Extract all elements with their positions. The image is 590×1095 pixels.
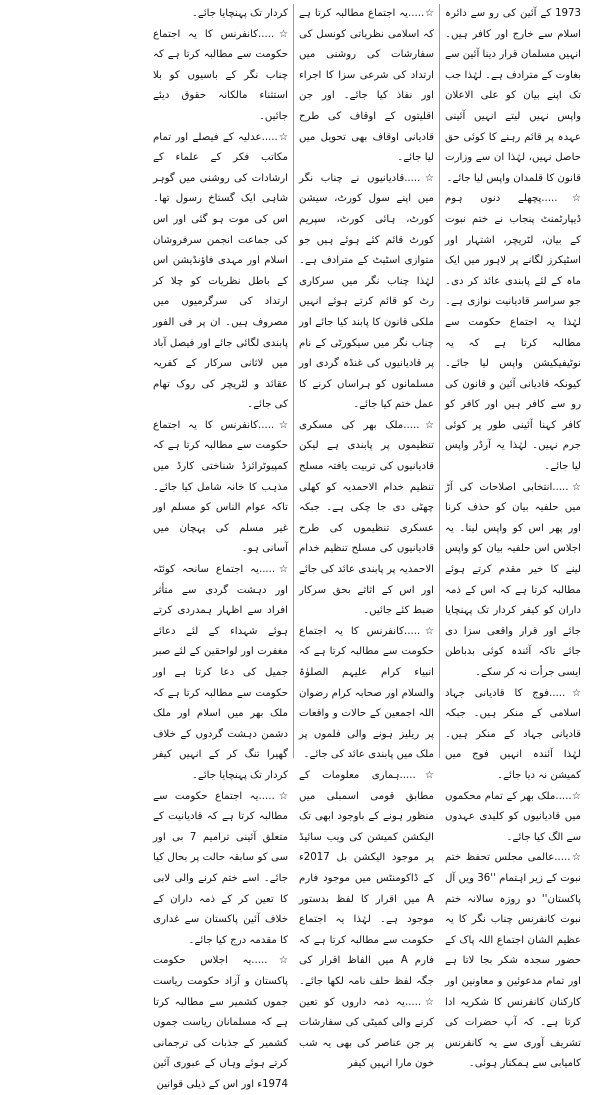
paragraph: ☆.....فوج کا قادیانی جہاد اسلامی کے منکر ہیں۔ جبکہ قادیانی جہاد کے منکر ہیں۔ لہٰذا آئندہ انہیں فوج میں کمیشن نہ دیا جائے۔ [445, 687, 581, 781]
paragraph: ☆.....عدلیہ کے فیصلے اور تمام مکاتب فکر کے علماء کے ارشادات کی روشنی میں گوہر شاہی ایک گستاخ رسول تھا۔ اس کی موت ہو گئی اور اس کی جماعت انجمن سرفروشان اسلام اور مہدی فاؤنڈیشن اس کے باطل نظریات کو چلا کر ارتداد کی سرگرمیوں میں مصروف ہیں۔ ان پر فی الفور پابندی لگائی جائے اور فیصل آباد میں لاثانی سرکار کے کفریہ عقائد و لٹریچر کی روک تھام کی جائے۔ [153, 131, 288, 411]
text-column-middle [294, 4, 440, 1070]
paragraph: ☆.....ملک بھر کی مسکری تنظیموں پر پابندی ہے لیکن قادیانیوں کی تربیت یافتہ مسلح تنظیم خدام الاحمدیہ کو کھلی چھٹی دی جا چکی ہے۔ جبکہ عسکری تنظیموں کی طرح قادیانیوں کی مسلح تنظیم خدام الاحمدیہ پر پابندی عائد کی جائے اور اس کے اثاثے بحق سرکار ضبط کئے جائیں۔ [299, 419, 434, 617]
paragraph: ☆.....ملک بھر کے تمام محکموں میں قادیانیوں کو کلیدی عہدوں سے الگ کیا جائے۔ [445, 790, 581, 843]
paragraph: ☆.....ہماری معلومات کے مطابق قومی اسمبلی میں منظور ہونے کے باوجود ابھی تک الیکشن کمیشن کی ویب سائیڈ پر موجود الیکشن بل 2017ء کے ڈاکومنٹس میں موجود فارم A میں اقرار کا لفظ بدستور موجود ہے۔ لہٰذا یہ اجتماع حکومت سے مطالبہ کرتا ہے کہ فارم A میں الفاظ اقرار کی جگہ لفظ حلف نامہ لکھا جائے۔ ☆.....یہ ذمہ داروں کو تعین کرنے والی کمیٹی کی سفارشات پر جن عناصر کی بھی یہ شب خون مارا انہیں کیفر [299, 769, 434, 1070]
paragraph: 1973 کے آئین کی رو سے دائرہ اسلام سے خارج اور کافر ہیں۔ انہیں مسلمان قرار دینا آئین سے بغاوت کے مترادف ہے۔ لہٰذا جب تک اپنے بیان کو علی الاعلان واپس نہیں لیتے انہیں آئینی عہدہ پر قائم رہنے کا کوئی حق حاصل نہیں، لہٰذا ان سے وزارت قانون کا قلمدان واپس لیا جائے۔ [445, 8, 581, 184]
paragraph: ☆.....یہ اجتماع مطالبہ کرتا ہے کہ اسلامی نظریاتی کونسل کی سفارشات کی روشنی میں ارتداد کی شرعی سزا کا اجراء اور نفاذ کیا جائے۔ اور جن اقلیتوں کے اوقاف کی طرح قادیانی اوقاف بھی تحویل میں لیا جائے۔ [299, 8, 434, 164]
paragraph: ☆.....کانفرنس کا یہ اجتماع حکومت سے مطالبہ کرتا ہے کہ انبیاء کرام علیہم الصلوٰۃ والسلام اور صحابہ کرام رضوان اللہ اجمعین کے حالات و واقعات پر ریلیز ہونے والی فلموں پر ملک میں پابندی عائد کی جائے۔ [299, 625, 434, 761]
paragraph: ☆.....قادیانیوں نے چناب نگر میں اپنے سول کورٹ، سیشن کورٹ، ہائی کورٹ، سپریم کورٹ قائم کئے ہوئے ہیں جو متوازی اسٹیٹ کے مترادف ہے۔ لہٰذا چناب نگر میں سرکاری رٹ کو قائم کرتے ہوئے انہیں ملکی قانون کا پابند کیا جائے اور چناب نگر میں سیکورٹی کے نام پر قادیانیوں کی غنڈہ گردی اور مسلمانوں کو ہراساں کرنے کا عمل ختم کیا جائے۔ [299, 172, 434, 411]
paragraph: ☆.....یہ اجتماع حکومت سے مطالبہ کرتا ہے کہ قادیانیت کے متعلق آئینی ترامیم 7 بی اور سی کو سابقہ حالت پر بحال کیا جائے۔ اسے ختم کرنے والی لابی کا تعین کر کے ذمہ داران کے خلاف آئین پاکستان سے غداری کا مقدمہ درج کیا جائے۔ [153, 790, 288, 946]
paragraph: ☆.....پچھلے دنوں ہوم ڈیپارٹمنٹ پنجاب نے ختم نبوت کے بیان، لٹریچر، اشتہار اور اسٹیکرز لگانے پر لاہور میں ایک ماہ کے لئے پابندی عائد کر دی۔ جو سراسر قادیانیت نوازی ہے۔ لہٰذا یہ اجتماع حکومت سے مطالبہ کرتا ہے کہ یہ نوٹیفیکیشن واپس لیا جائے۔ کیونکہ قادیانی آئین و قانون کی رو سے کافر ہیں اور کافر کو کافر کہنا آئینی طور پر کوئی جرم نہیں۔ لہٰذا یہ آرڈر واپس لیا جائے۔ [445, 193, 581, 473]
paragraph: ☆.....کانفرنس کا یہ اجتماع حکومت سے مطالبہ کرتا ہے کہ کمپیوٹرائزڈ شناختی کارڈ میں مذہب کا خانہ شامل کیا جائے۔ تاکہ عوام الناس کو مسلم اور غیر مسلم کی پہچان میں آسانی ہو۔ [153, 419, 288, 555]
paragraph: ☆.....یہ اجلاس حکومت پاکستان و آزاد حکومت ریاست جموں کشمیر سے مطالبہ کرتا ہے کہ مسلمانان ریاست جموں کشمیر کے جذبات کی ترجمانی کرتے ہوئے وہاں کے عبوری آئین 1974ء اور اس کے ذیلی قوانین [153, 955, 288, 1090]
paragraph: ☆.....کانفرنس کا یہ اجتماع حکومت سے مطالبہ کرتا ہے کہ چناب نگر کے باسیوں کو بلا استثناء مالکانہ حقوق دیئے جائیں۔ [153, 28, 288, 122]
paragraph: ☆.....عالمی مجلس تحفظ ختم نبوت کے زیر اہتمام ''36 ویں آل پاکستان'' دو روزہ سالانہ ختم نبوت کانفرنس چناب نگر کا یہ عظیم الشان اجتماع اللہ پاک کے حضور سجدہ شکر بجا لاتا ہے اور تمام مدعوئین و معاونین اور کارکنان کانفرنس کا شکریہ ادا کرتا ہے۔ کہ آپ حضرات کی تشریف آوری سے یہ کانفرنس کامیابی سے ہمکنار ہوئی۔ [445, 852, 581, 1070]
paragraph: کردار تک پہنچایا جائے۔ [191, 8, 288, 19]
paragraph: ☆.....انتخابی اصلاحات کی آڑ میں حلفیہ بیان کو حذف کرنا اور پھر اس کو واپس لینا۔ یہ اجلاس اس حلفیہ بیان کو واپس لینے کا خیر مقدم کرتے ہوئے مطالبہ کرتا ہے کہ اس کے ذمہ داران کو کیفر کردار تک پہنچایا جائے اور قرار واقعی سزا دی جائے تاکہ آئندہ کوئی بدباطن ایسی جرأت نہ کر سکے۔ [445, 481, 581, 678]
text-column-left [148, 4, 294, 1090]
text-column-right [440, 4, 586, 1070]
paragraph: ☆.....یہ اجتماع سانحہ کوئٹہ اور دہشت گردی سے متأثر افراد سے اظہار ہمدردی کرتے ہوئے شہداء کے لئے دعائے مغفرت اور لواحقین کے لئے صبر جمیل کی دعا کرتا ہے اور حکومت سے مطالبہ کرتا ہے کہ ملک بھر میں اسلام اور ملک دشمن دہشت گردوں کے خلاف گھیرا تنگ کر کے انہیں کیفر کردار تک پہنچایا جائے۔ [153, 564, 288, 781]
